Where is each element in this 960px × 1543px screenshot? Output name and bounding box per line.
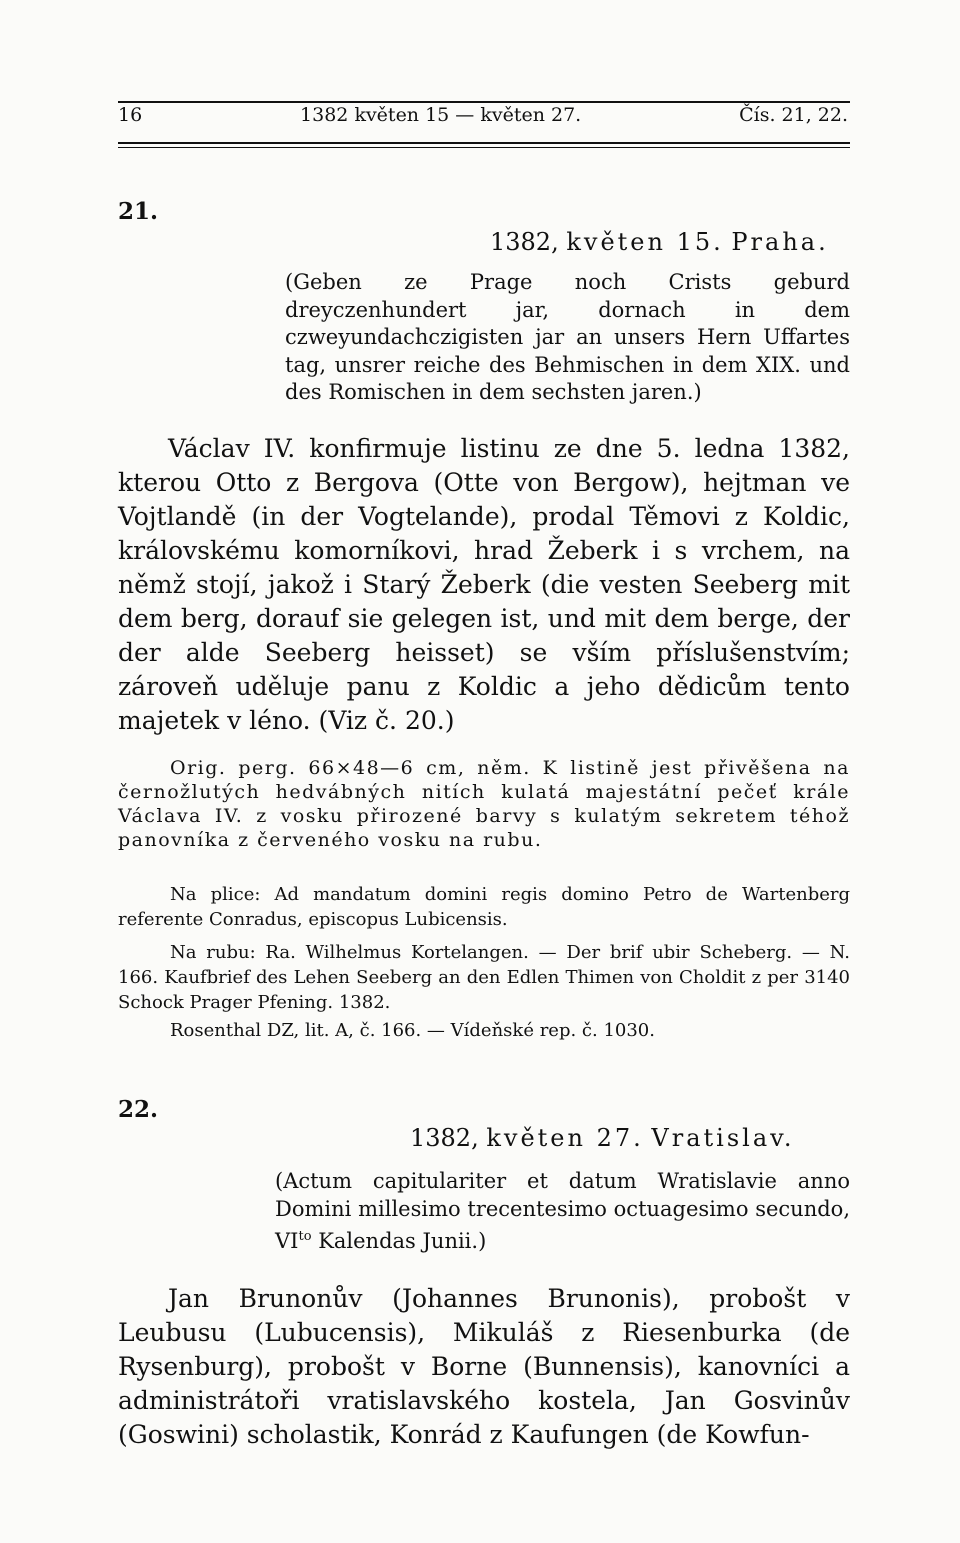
doc22-regest-text: Jan Brunonův (Johannes Brunonis), probošt v Leubusu (Lubucensis), Mikuláš z Riesenburka (de Rysenburg), probošt v Borne (Bunnensis), kanovníci a administrátoři vratislavského kostela, Jan Gosvinův (Goswini) scholastik, Konrád z Kaufungen (de Kowfun- [118,1284,850,1449]
doc21-dorse-note-text: Na rubu: Ra. Wilhelmus Kortelangen. — Der brif ubir Scheberg. — N. 166. Kaufbrief des Lehen Seeberg an den Edlen Thimen von Choldit z per 3140 Schock Prager Pfening. 1382. [118,942,850,1013]
doc22-month: květen 27. [486,1124,644,1152]
doc22-place: Vratislav. [651,1124,795,1152]
doc22-regest [118,1282,850,1452]
doc21-plica-note [118,882,850,932]
doc21-plica-note-text: Na plice: Ad mandatum domini regis domino Petro de Wartenberg referente Conradus, episcopus Lubicensis. [118,884,850,930]
doc21-dateline [490,228,829,256]
doc22-latin-text [275,1168,850,1256]
header-top-rule [118,101,850,103]
doc22-latin-part-a: (Actum capitulariter et datum Wratislavie anno Domini millesimo trecentesimo octuagesimo secundo, VI [275,1169,850,1253]
doc21-regest [118,432,850,738]
header-bottom-rule-thin [118,147,850,148]
doc21-month: květen 15. [566,228,724,256]
doc21-latin-dating [285,269,850,407]
page-number: 16 [118,104,143,126]
page-header [118,104,848,126]
doc22-number: 22. [118,1096,159,1123]
doc21-number: 21. [118,198,159,225]
doc21-original-note [118,756,850,852]
header-bottom-rule [118,142,850,144]
doc21-dorse-note [118,940,850,1015]
doc22-latin-superscript: to [298,1229,312,1244]
doc21-source-note-text: Rosenthal DZ, lit. A, č. 166. — Vídeňské rep. č. 1030. [170,1020,655,1041]
doc21-regest-text: Václav IV. konfirmuje listinu ze dne 5. ledna 1382, kterou Otto z Bergova (Otte von Bergow), hejtman ve Vojtlandě (in der Vogtelande), prodal Těmovi z Koldic, královskému komorníkovi, hrad Žeberk i s vrchem, na němž stojí, jakož i Starý Žeberk (die vesten Seeberg mit dem berg, dorauf sie gelegen ist, und mit dem berge, der der alde Seeberg heisset) se vším příslušenstvím; zároveň uděluje panu z Koldic a jeho dědicům tento majetek v léno. (Viz č. 20.) [118,434,850,735]
doc21-date: 1382, [490,228,559,256]
doc22-latin-dating [275,1168,850,1256]
doc22-dateline [410,1124,794,1152]
header-date-range: 1382 květen 15 — květen 27. [300,104,582,126]
doc21-original-note-text: Orig. perg. 66×48—6 cm, něm. K listině jest přivěšena na černožlutých hedvábných nitích kulatá majestátní pečeť krále Václava IV. z vosku přirozené barvy s kulatým sekretem téhož panovníka z červeného vosku na rubu. [118,757,850,851]
doc21-source-note [118,1018,850,1043]
header-doc-numbers: Čís. 21, 22. [739,104,848,126]
doc21-latin-text: (Geben ze Prage noch Crists geburd dreyczenhundert jar, dornach in dem czweyundachczigisten jar an unsers Hern Uffartes tag, unsrer reiche des Behmischen in dem XIX. und des Romischen in dem sechsten jaren.) [285,270,850,404]
doc21-place: Praha. [731,228,829,256]
doc22-date: 1382, [410,1124,479,1152]
doc22-latin-part-b: Kalendas Junii.) [311,1229,487,1253]
